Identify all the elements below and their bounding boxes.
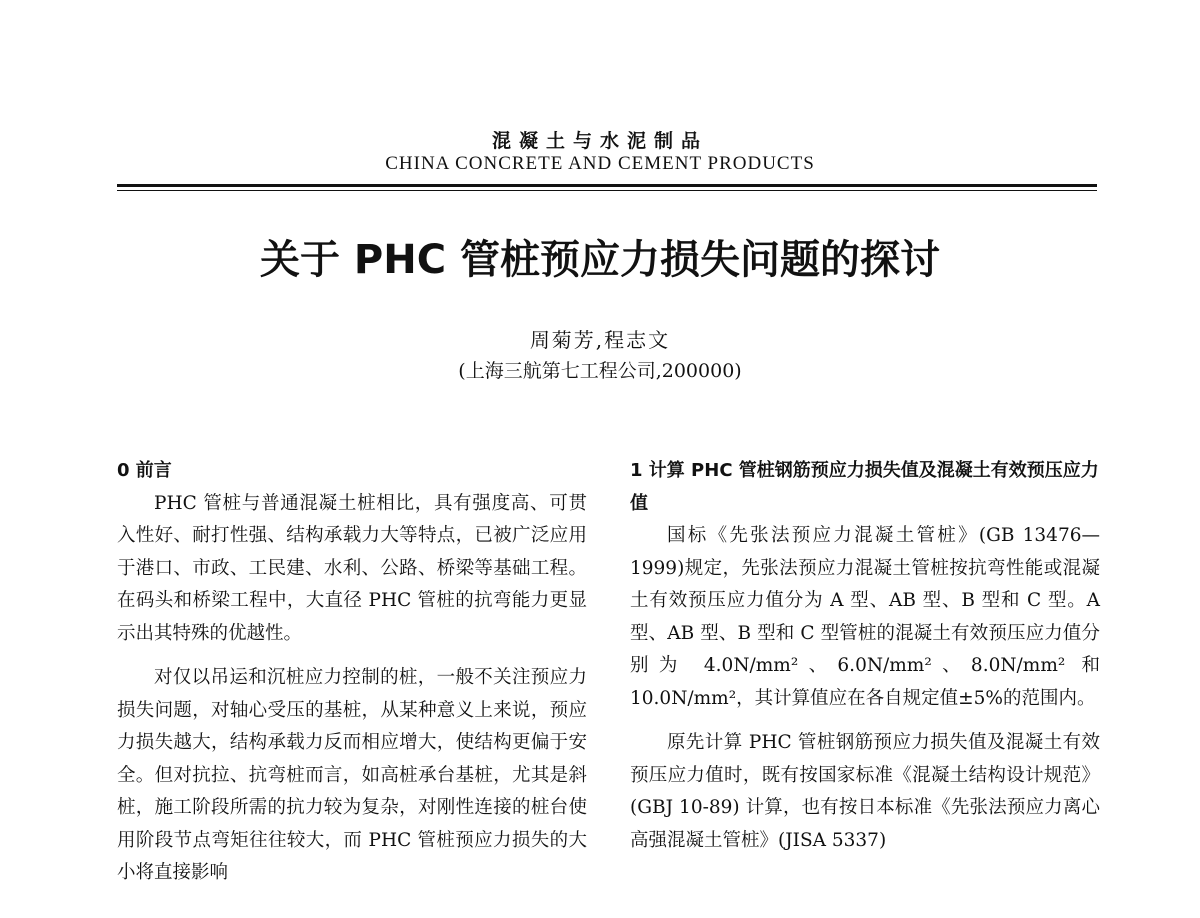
right-column <box>630 455 1100 857</box>
section-heading-introduction: 0 前言 <box>117 460 172 481</box>
header-rule-thin <box>117 190 1097 191</box>
paragraph-gap <box>630 715 1100 727</box>
journal-name-cn: 混凝土与水泥制品 <box>491 130 708 152</box>
paragraph: 对仅以吊运和沉桩应力控制的桩，一般不关注预应力损失问题，对轴心受压的基桩，从某种意义上来说，预应力损失越大，结构承载力反而相应增大，使结构更偏于安全。但对抗拉、抗弯桩而言，如高桩承台基桩，尤其是斜桩，施工阶段所需的抗力较为复杂，对刚性连接的桩台使用阶段节点弯矩往往较大，而 PHC 管桩预应力损失的大小将直接影响 <box>117 667 587 883</box>
section-heading-calculation: 1 计算 PHC 管桩钢筋预应力损失值及混凝土有效预压应力值 <box>630 460 1099 514</box>
paragraph-gap <box>117 650 587 662</box>
header-rule-thick <box>117 184 1097 187</box>
journal-name-en: CHINA CONCRETE AND CEMENT PRODUCTS <box>385 153 815 174</box>
paragraph: PHC 管桩与普通混凝土桩相比，具有强度高、可贯入性好、耐打性强、结构承载力大等特点，已被广泛应用于港口、市政、工民建、水利、公路、桥梁等基础工程。在码头和桥梁工程中，大直径 PHC 管桩的抗弯能力更显示出其特殊的优越性。 <box>117 492 587 644</box>
paragraph: 国标《先张法预应力混凝土管桩》(GB 13476—1999)规定，先张法预应力混凝土管桩按抗弯性能或混凝土有效预压应力值分为 A 型、AB 型、B 型和 C 型。A 型、AB 型、B 型和 C 型管桩的混凝土有效预压应力值分别为 4.0N/mm²、6.0N/mm²、8.0N/mm² 和 10.0N/mm²，其计算值应在各自规定值±5%的范围内。 <box>630 525 1100 709</box>
article-title: 关于 PHC 管桩预应力损失问题的探讨 <box>260 237 940 283</box>
article-affiliation: (上海三航第七工程公司,200000) <box>458 360 742 382</box>
left-column <box>117 455 587 890</box>
paragraph: 原先计算 PHC 管桩钢筋预应力损失值及混凝土有效预压应力值时，既有按国家标准《混凝土结构设计规范》(GBJ 10-89) 计算，也有按日本标准《先张法预应力离心高强混凝土管桩》(JISA 5337) <box>630 732 1100 851</box>
article-authors: 周菊芳,程志文 <box>529 328 671 352</box>
